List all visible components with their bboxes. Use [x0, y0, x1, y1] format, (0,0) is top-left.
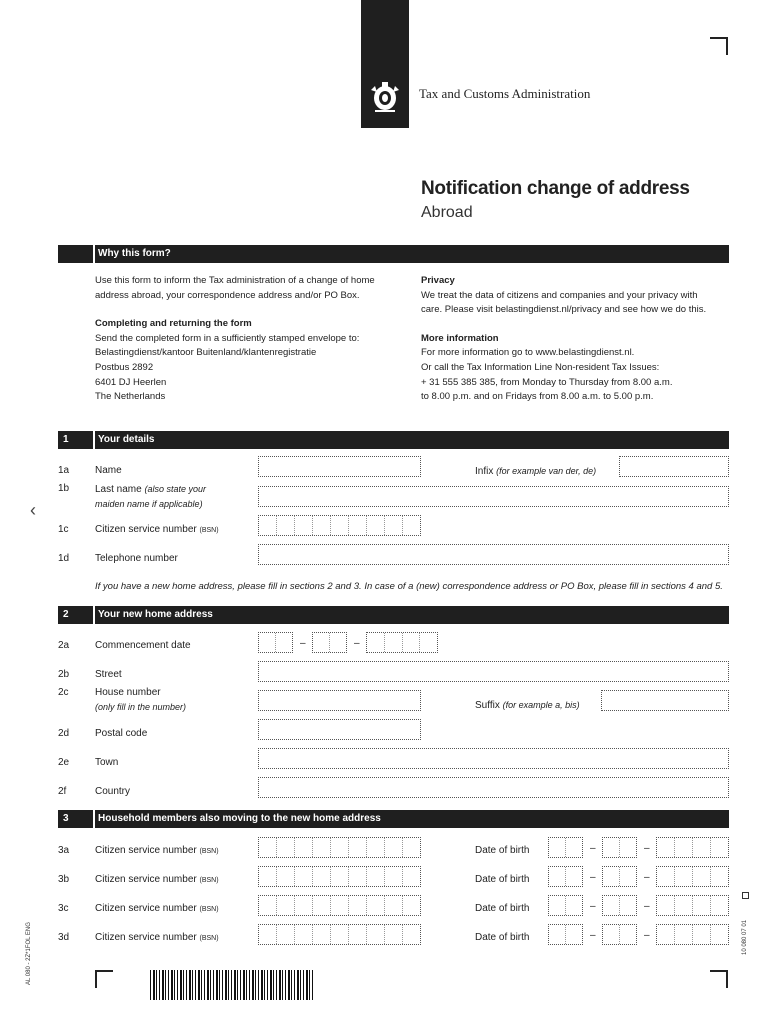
- household-bsn-input[interactable]: [258, 924, 421, 945]
- section-1-number: 1: [63, 434, 69, 445]
- town-label: Town: [95, 757, 119, 768]
- suffix-note: (for example a, bis): [502, 700, 580, 710]
- more-info-line: Or call the Tax Information Line Non-resident Tax Issues:: [421, 361, 660, 373]
- date-of-birth-label: Date of birth: [475, 932, 530, 943]
- section-3-bar: [58, 810, 729, 828]
- chevron-left-icon: ‹: [30, 500, 36, 520]
- name-label: Name: [95, 465, 122, 476]
- completing-line: 6401 DJ Heerlen: [95, 376, 167, 388]
- house-number-label-text: House number: [95, 687, 161, 698]
- suffix-label-text: Suffix: [475, 700, 500, 711]
- infix-note: (for example van der, de): [496, 466, 597, 476]
- postal-code-input[interactable]: [258, 719, 421, 740]
- why-this-form-title: Why this form?: [98, 248, 171, 259]
- name-input[interactable]: [258, 456, 421, 477]
- crop-mark-bottom-right: [710, 970, 728, 988]
- commencement-date-label: Commencement date: [95, 640, 191, 651]
- why-this-form-bar: [58, 245, 729, 263]
- completing-line: Postbus 2892: [95, 361, 154, 373]
- section-2-title: Your new home address: [98, 609, 213, 620]
- town-input[interactable]: [258, 748, 729, 769]
- date-separator: –: [590, 901, 596, 912]
- bsn-abbr: (BSN): [199, 877, 219, 884]
- row-number: 1b: [58, 483, 70, 494]
- section-3-title: Household members also moving to the new home address: [98, 813, 381, 824]
- household-bsn-label: [95, 931, 219, 946]
- bsn-label-text: Citizen service number: [95, 524, 197, 535]
- date-of-birth-label: Date of birth: [475, 903, 530, 914]
- household-bsn-label-text: Citizen service number: [95, 932, 197, 943]
- row-number: 3c: [58, 903, 69, 914]
- section-2-bar: [58, 606, 729, 624]
- date-separator: –: [300, 638, 306, 649]
- date-separator: –: [590, 930, 596, 941]
- row-number: 2d: [58, 728, 70, 739]
- row-number: 2a: [58, 640, 70, 651]
- telephone-input[interactable]: [258, 544, 729, 565]
- street-label: Street: [95, 669, 122, 680]
- date-separator: –: [644, 901, 650, 912]
- bar-separator: [93, 245, 95, 263]
- dob-year-input[interactable]: [656, 924, 729, 945]
- bar-separator: [93, 810, 95, 828]
- date-of-birth-label: Date of birth: [475, 874, 530, 885]
- completing-line: The Netherlands: [95, 391, 166, 403]
- last-name-label-text: Last name: [95, 484, 142, 495]
- date-separator: –: [590, 872, 596, 883]
- section-3-number: 3: [63, 813, 69, 824]
- privacy-line: care. Please visit belastingdienst.nl/privacy and see how we do this.: [421, 304, 707, 316]
- last-name-label: [95, 482, 206, 512]
- suffix-label: [475, 698, 580, 713]
- date-separator: –: [644, 872, 650, 883]
- dob-year-input[interactable]: [656, 866, 729, 887]
- household-bsn-label: [95, 902, 219, 917]
- last-name-note: (also state your: [144, 484, 207, 494]
- date-separator: –: [590, 843, 596, 854]
- postal-code-label: Postal code: [95, 728, 148, 739]
- date-separator: –: [644, 930, 650, 941]
- organization-name: Tax and Customs Administration: [419, 86, 591, 101]
- dob-month-input[interactable]: [602, 866, 637, 887]
- household-bsn-label-text: Citizen service number: [95, 903, 197, 914]
- privacy-heading: Privacy: [421, 275, 455, 286]
- form-title: Notification change of address: [421, 178, 690, 199]
- row-number: 3b: [58, 874, 70, 885]
- form-subtitle: Abroad: [421, 204, 473, 221]
- commencement-year-input[interactable]: [366, 632, 438, 653]
- row-number: 3a: [58, 845, 70, 856]
- country-label: Country: [95, 786, 131, 797]
- row-number: 2f: [58, 786, 67, 797]
- household-bsn-label: [95, 873, 219, 888]
- household-bsn-label: [95, 844, 219, 859]
- row-number: 1c: [58, 524, 69, 535]
- more-info-line: + 31 555 385 385, from Monday to Thursday from 8.00 a.m.: [421, 376, 673, 388]
- dob-day-input[interactable]: [548, 866, 583, 887]
- dob-day-input[interactable]: [548, 837, 583, 858]
- infix-label: [475, 464, 596, 479]
- date-separator: –: [354, 638, 360, 649]
- dob-month-input[interactable]: [602, 837, 637, 858]
- row-number: 2b: [58, 669, 70, 680]
- section-1-bar: [58, 431, 729, 449]
- street-input[interactable]: [258, 661, 729, 682]
- dob-year-input[interactable]: [656, 837, 729, 858]
- row-number: 1a: [58, 465, 70, 476]
- bsn-abbr: (BSN): [199, 935, 219, 942]
- row-number: 3d: [58, 932, 70, 943]
- completing-heading: Completing and returning the form: [95, 318, 252, 330]
- form-code-left: AL 080 - 2Z*1FOL ENG: [26, 922, 32, 985]
- dob-month-input[interactable]: [602, 895, 637, 916]
- bsn-label: [95, 523, 219, 538]
- intro-text-line: address abroad, your correspondence address and/or PO Box.: [95, 289, 360, 301]
- row-number: 1d: [58, 553, 70, 564]
- dob-day-input[interactable]: [548, 895, 583, 916]
- household-bsn-label-text: Citizen service number: [95, 845, 197, 856]
- infix-input[interactable]: [619, 456, 729, 477]
- bsn-abbr: (BSN): [199, 848, 219, 855]
- bsn-input[interactable]: [258, 515, 421, 536]
- dob-month-input[interactable]: [602, 924, 637, 945]
- suffix-input[interactable]: [601, 690, 729, 711]
- dob-year-input[interactable]: [656, 895, 729, 916]
- intro-left: [95, 274, 415, 405]
- house-number-label: [95, 686, 186, 715]
- section-1-title: Your details: [98, 434, 155, 445]
- sections-note: If you have a new home address, please fill in sections 2 and 3. In case of a (new) correspondence address or PO Box, please fill in sections 4 and 5.: [95, 581, 723, 592]
- more-info-line: For more information go to www.belastingdienst.nl.: [421, 347, 635, 359]
- date-separator: –: [644, 843, 650, 854]
- house-number-input[interactable]: [258, 690, 421, 711]
- crop-mark-top-right: [710, 37, 728, 55]
- infix-label-text: Infix: [475, 466, 494, 477]
- household-bsn-input[interactable]: [258, 837, 421, 858]
- telephone-label: Telephone number: [95, 553, 178, 564]
- completing-line: Belastingdienst/kantoor Buitenland/klantenregistratie: [95, 347, 317, 359]
- bar-separator: [93, 606, 95, 624]
- intro-text-line: Use this form to inform the Tax administration of a change of home: [95, 275, 375, 286]
- section-2-number: 2: [63, 609, 69, 620]
- completing-line: Send the completed form in a sufficiently stamped envelope to:: [95, 332, 360, 344]
- country-input[interactable]: [258, 777, 729, 798]
- household-bsn-input[interactable]: [258, 866, 421, 887]
- household-bsn-label-text: Citizen service number: [95, 874, 197, 885]
- bsn-abbr: (BSN): [199, 906, 219, 913]
- bsn-abbr: (BSN): [199, 527, 219, 534]
- form-code-right: 10 080 07 01: [742, 919, 748, 955]
- barcode: [150, 970, 315, 1000]
- more-info-heading: More information: [421, 332, 499, 344]
- row-number: 2c: [58, 687, 69, 698]
- last-name-input[interactable]: [258, 486, 729, 507]
- bar-separator: [93, 431, 95, 449]
- commencement-day-input[interactable]: [258, 632, 293, 653]
- checkbox-mark: [742, 892, 749, 899]
- row-number: 2e: [58, 757, 70, 768]
- household-bsn-input[interactable]: [258, 895, 421, 916]
- government-logo: [361, 0, 409, 128]
- date-of-birth-label: Date of birth: [475, 845, 530, 856]
- privacy-line: We treat the data of citizens and companies and your privacy with: [421, 289, 698, 301]
- intro-right: [421, 274, 731, 405]
- commencement-month-input[interactable]: [312, 632, 347, 653]
- house-number-note: (only fill in the number): [95, 702, 187, 712]
- dob-day-input[interactable]: [548, 924, 583, 945]
- last-name-note-2: maiden name if applicable): [95, 499, 203, 509]
- more-info-line: to 8.00 p.m. and on Fridays from 8.00 a.m. to 5.00 p.m.: [421, 391, 654, 403]
- crop-mark-bottom-left: [95, 970, 113, 988]
